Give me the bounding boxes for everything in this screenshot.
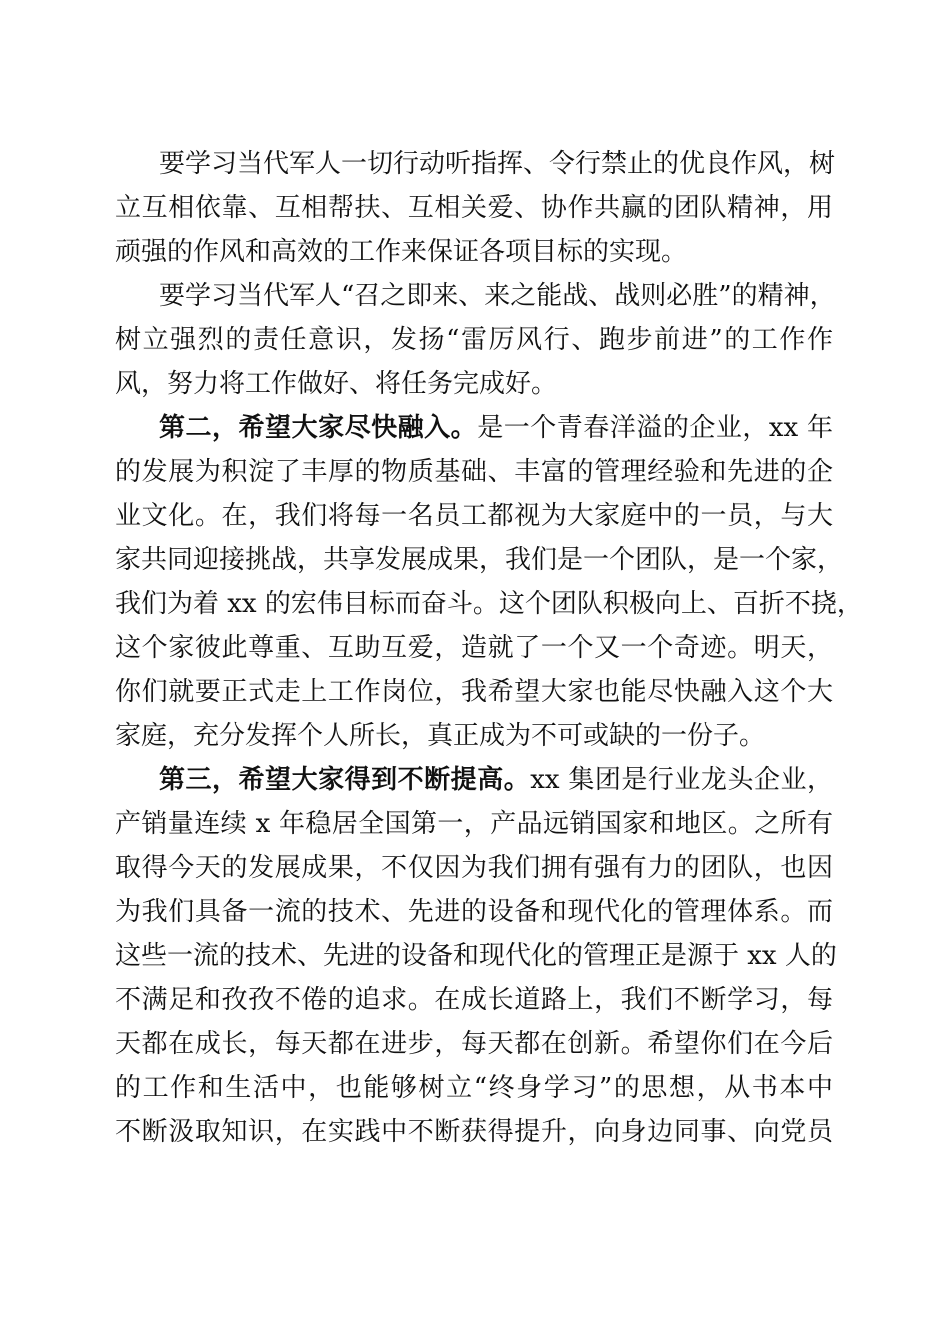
paragraph-4-line-4: 为我们具备一流的技术、先进的设备和现代化的管理体系。而 <box>115 897 833 927</box>
paragraph-3-first-rest: 是一个青春洋溢的企业，xx 年 <box>477 413 833 443</box>
paragraph-1-line-2: 立互相依靠、互相帮扶、互相关爱、协作共赢的团队精神，用 <box>115 193 833 223</box>
paragraph-3-line-5: 我们为着 xx 的宏伟目标而奋斗。这个团队积极向上、百折不挠， <box>115 589 863 619</box>
paragraph-4-line-1 <box>115 758 833 802</box>
paragraph-4-line-2: 产销量连续 x 年稳居全国第一，产品远销国家和地区。之所有 <box>115 809 833 839</box>
paragraph-3-line-6: 这个家彼此尊重、互助互爱，造就了一个又一个奇迹。明天， <box>115 633 833 663</box>
paragraph-4-first-rest: xx 集团是行业龙头企业， <box>530 765 833 795</box>
paragraph-3-line-8: 家庭，充分发挥个人所长，真正成为不可或缺的一份子。 <box>115 721 766 751</box>
paragraph-4-line-6: 不满足和孜孜不倦的追求。在成长道路上，我们不断学习，每 <box>115 985 833 1015</box>
paragraph-4-line-3: 取得今天的发展成果，不仅因为我们拥有强有力的团队，也因 <box>115 853 833 883</box>
paragraph-1-line-3: 顽强的作风和高效的工作来保证各项目标的实现。 <box>115 237 688 267</box>
paragraph-2-line-1: 要学习当代军人“召之即来、来之能战、战则必胜”的精神， <box>159 281 836 311</box>
paragraph-3-line-1 <box>115 406 833 450</box>
paragraph-3-line-3: 业文化。在，我们将每一名员工都视为大家庭中的一员，与大 <box>115 501 833 531</box>
document-body <box>115 142 863 1154</box>
paragraph-2-line-3: 风，努力将工作做好、将任务完成好。 <box>115 369 558 399</box>
paragraph-4-line-8: 的工作和生活中，也能够树立“终身学习”的思想，从书本中 <box>115 1073 833 1103</box>
paragraph-3-lead: 第二，希望大家尽快融入。 <box>159 413 478 443</box>
paragraph-1-line-1: 要学习当代军人一切行动听指挥、令行禁止的优良作风，树 <box>159 149 836 179</box>
paragraph-3-line-4: 家共同迎接挑战，共享发展成果，我们是一个团队，是一个家， <box>115 545 844 575</box>
paragraph-2-line-2: 树立强烈的责任意识，发扬“雷厉风行、跑步前进”的工作作 <box>115 325 833 355</box>
paragraph-3-line-7: 你们就要正式走上工作岗位，我希望大家也能尽快融入这个大 <box>115 677 833 707</box>
paragraph-4-line-7: 天都在成长，每天都在进步，每天都在创新。希望你们在今后 <box>115 1029 833 1059</box>
paragraph-3-line-2: 的发展为积淀了丰厚的物质基础、丰富的管理经验和先进的企 <box>115 457 833 487</box>
paragraph-4-line-5: 这些一流的技术、先进的设备和现代化的管理正是源于 xx 人的 <box>115 941 837 971</box>
paragraph-4-lead: 第三，希望大家得到不断提高。 <box>159 765 531 795</box>
paragraph-4-line-9: 不断汲取知识，在实践中不断获得提升，向身边同事、向党员 <box>115 1117 833 1147</box>
